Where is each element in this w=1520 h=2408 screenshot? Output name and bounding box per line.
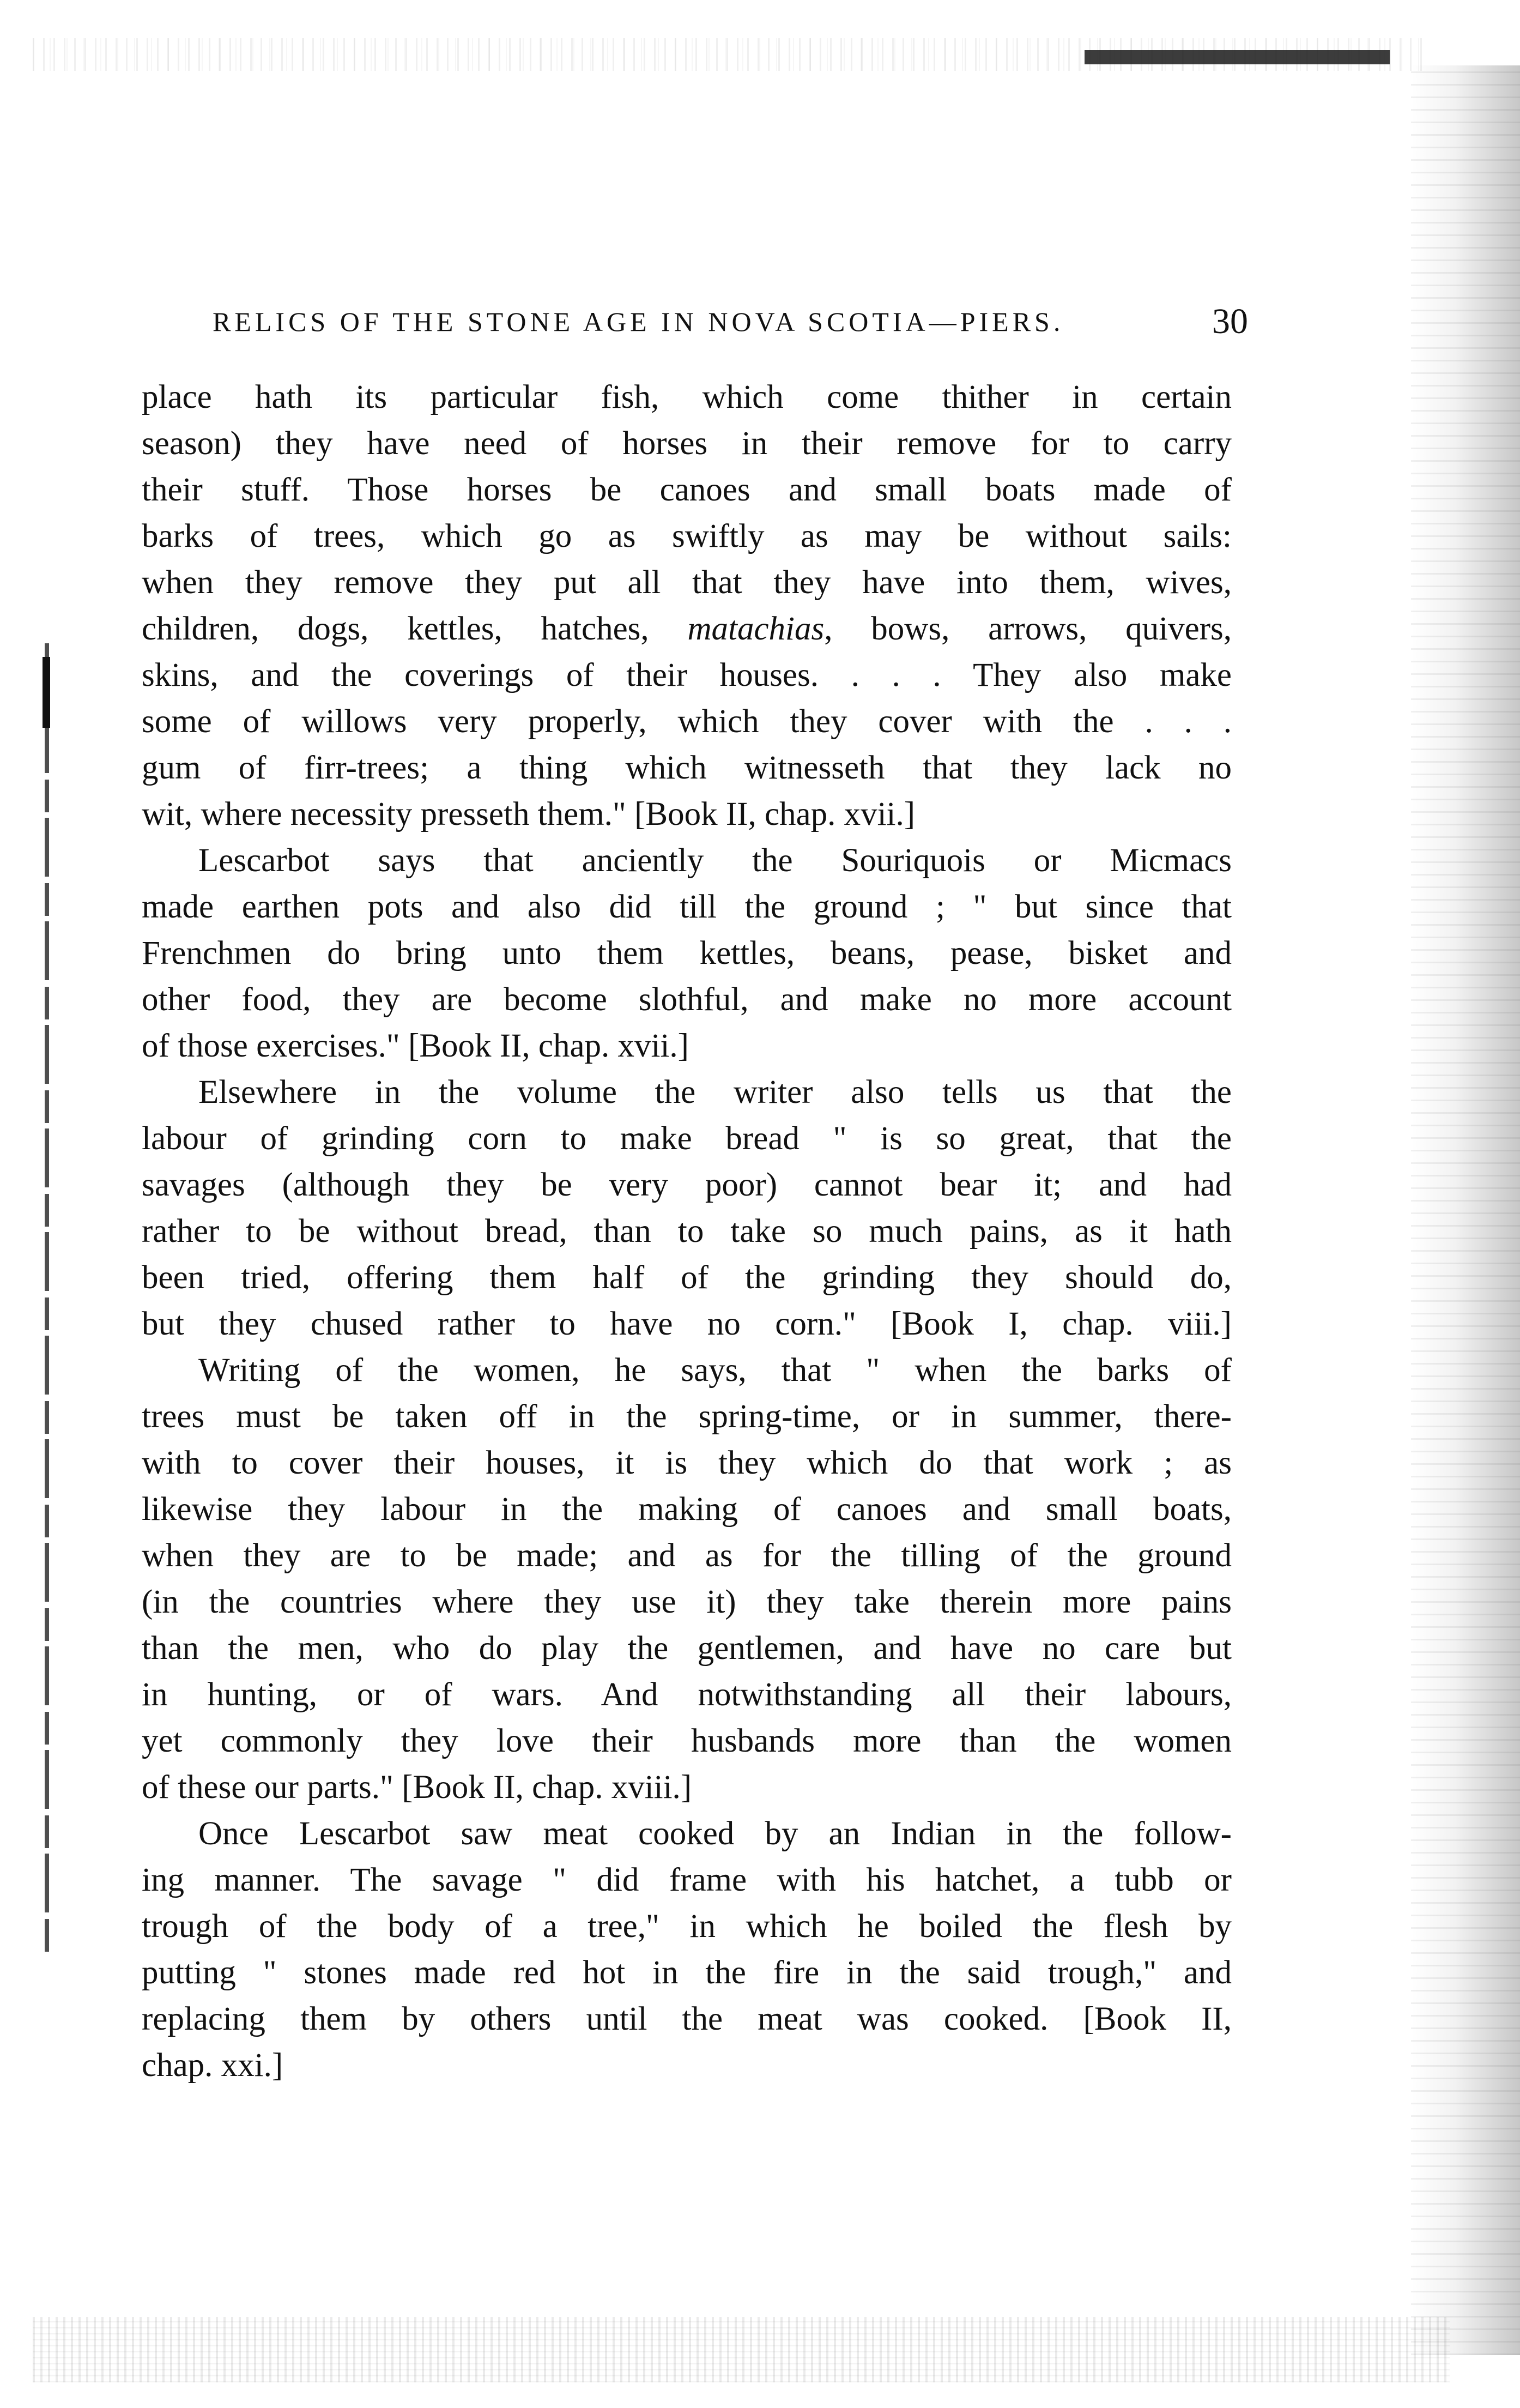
text-line: when they remove they put all that they have into them, wives, (142, 564, 1232, 601)
body-text (142, 374, 1232, 2089)
text-line: of those exercises." [Book II, chap. xvii.] (142, 1028, 689, 1064)
scan-edge-right (1411, 65, 1520, 2355)
text-line: their stuff. Those horses be canoes and small boats made of (142, 472, 1232, 508)
text-line: gum of firr-trees; a thing which witnesseth that they lack no (142, 750, 1232, 786)
text-line: than the men, who do play the gentlemen, and have no care but (142, 1630, 1232, 1667)
text-line: barks of trees, which go as swiftly as may be without sails: (142, 518, 1232, 554)
text-line: Once Lescarbot saw meat cooked by an Indian in the follow- (198, 1815, 1232, 1852)
text-line: rather to be without bread, than to take so much pains, as it hath (142, 1213, 1232, 1250)
page-header (213, 297, 1248, 346)
text-line: labour of grinding corn to make bread " is so great, that the (142, 1120, 1232, 1157)
scan-mark-left (43, 657, 50, 728)
scan-bar-top (1085, 50, 1390, 64)
text-line: trough of the body of a tree," in which he boiled the flesh by (142, 1908, 1232, 1945)
text-line: other food, they are become slothful, and make no more account (142, 981, 1232, 1018)
text-line: made earthen pots and also did till the ground ; " but since that (142, 889, 1232, 925)
text-line: Lescarbot says that anciently the Souriquois or Micmacs (198, 842, 1232, 879)
text-line: in hunting, or of wars. And notwithstanding all their labours, (142, 1676, 1232, 1713)
scan-line-left (45, 643, 49, 1952)
running-head: RELICS OF THE STONE AGE IN NOVA SCOTIA—PIERS. (213, 306, 1064, 337)
text-line: some of willows very properly, which they cover with the . . . (142, 703, 1232, 740)
text-line: replacing them by others until the meat was cooked. [Book II, (142, 2001, 1232, 2037)
text-line: chap. xxi.] (142, 2047, 283, 2084)
text-line: Writing of the women, he says, that " when the barks of (198, 1352, 1232, 1389)
scan-noise-bottom (33, 2317, 1450, 2382)
text-line: putting " stones made red hot in the fire in the said trough," and (142, 1954, 1232, 1991)
text-line: wit, where necessity presseth them." [Book II, chap. xvii.] (142, 796, 916, 832)
text-line: Frenchmen do bring unto them kettles, beans, pease, bisket and (142, 935, 1232, 971)
text-line: trees must be taken off in the spring-time, or in summer, there- (142, 1398, 1232, 1435)
text-line: but they chused rather to have no corn." [Book I, chap. viii.] (142, 1306, 1232, 1342)
text-line: season) they have need of horses in their remove for to carry (142, 425, 1232, 462)
text-line: place hath its particular fish, which come thither in certain (142, 379, 1232, 415)
text-line: savages (although they be very poor) cannot bear it; and had (142, 1167, 1232, 1203)
text-line: skins, and the coverings of their houses. . . . They also make (142, 657, 1232, 693)
text-line: ing manner. The savage " did frame with his hatchet, a tubb or (142, 1862, 1232, 1898)
text-line: Elsewhere in the volume the writer also tells us that the (198, 1074, 1232, 1111)
text-line: been tried, offering them half of the grinding they should do, (142, 1259, 1232, 1296)
text-line: of these our parts." [Book II, chap. xviii.] (142, 1769, 692, 1806)
text-line: children, dogs, kettles, hatches, matachias, bows, arrows, quivers, (142, 611, 1232, 647)
text-line: likewise they labour in the making of canoes and small boats, (142, 1491, 1232, 1528)
text-line: when they are to be made; and as for the tilling of the ground (142, 1537, 1232, 1574)
text-line: yet commonly they love their husbands more than the women (142, 1723, 1232, 1759)
text-line: with to cover their houses, it is they which do that work ; as (142, 1445, 1232, 1481)
page-number: 30 (1212, 301, 1248, 341)
text-line: (in the countries where they use it) they take therein more pains (142, 1584, 1232, 1620)
